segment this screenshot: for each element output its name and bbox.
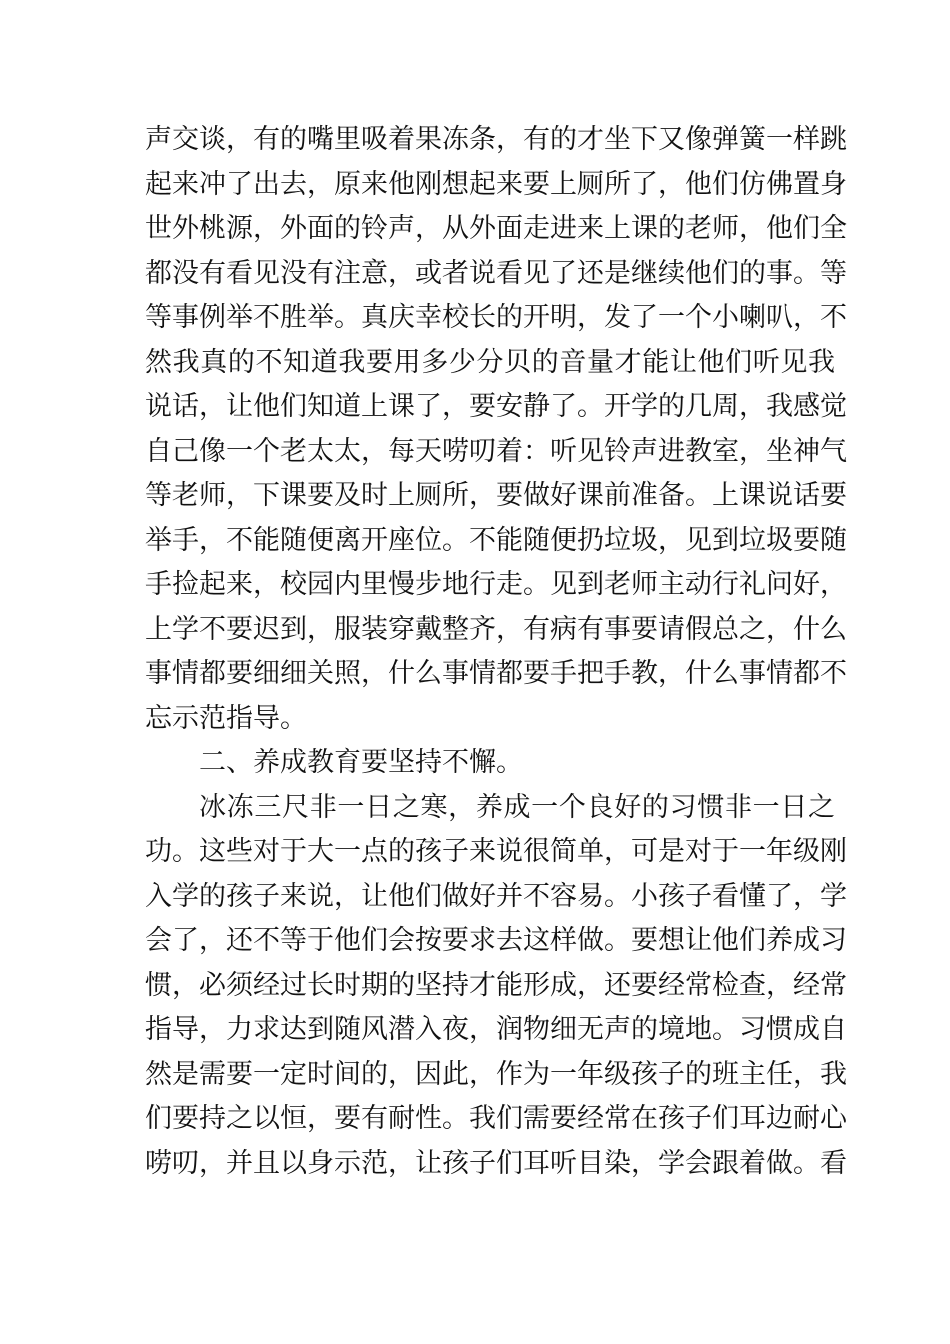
text-line: 冰冻三尺非一日之寒，养成一个良好的习惯非一日之 xyxy=(199,791,835,823)
text-line: 说话，让他们知道上课了，要安静了。开学的几周，我感觉 xyxy=(145,391,847,422)
text-line: 事情都要细细关照，什么事情都要手把手教，什么事情都不 xyxy=(145,658,847,689)
text-line: 世外桃源，外面的铃声，从外面走进来上课的老师，他们全 xyxy=(145,213,847,244)
document-body xyxy=(145,118,847,1186)
text-line: 等老师，下课要及时上厕所，要做好课前准备。上课说话要 xyxy=(145,480,847,511)
paragraph-next xyxy=(145,786,847,1187)
heading-text: 二、养成教育要坚持不懈。 xyxy=(199,747,523,778)
text-line: 起来冲了出去，原来他刚想起来要上厕所了，他们仿佛置身 xyxy=(145,168,847,200)
text-line: 会了，还不等于他们会按要求去这样做。要想让他们养成习 xyxy=(145,925,847,956)
text-line: 然是需要一定时间的，因此，作为一年级孩子的班主任，我 xyxy=(145,1058,847,1090)
text-line: 唠叨，并且以身示范，让孩子们耳听目染，学会跟着做。看 xyxy=(145,1147,847,1179)
text-line: 指导，力求达到随风潜入夜，润物细无声的境地。习惯成自 xyxy=(145,1014,847,1045)
text-line: 然我真的不知道我要用多少分贝的音量才能让他们听见我 xyxy=(145,346,835,378)
text-line: 功。这些对于大一点的孩子来说很简单，可是对于一年级刚 xyxy=(145,836,847,867)
text-line: 都没有看见没有注意，或者说看见了还是继续他们的事。等 xyxy=(145,257,847,289)
text-line: 举手，不能随便离开座位。不能随便扔垃圾，见到垃圾要随 xyxy=(145,524,847,556)
text-line: 自己像一个老太太，每天唠叨着：听见铃声进教室，坐神气 xyxy=(145,435,847,467)
text-line: 忘示范指导。 xyxy=(145,702,307,734)
paragraph-continued xyxy=(145,118,847,741)
text-line: 们要持之以恒，要有耐性。我们需要经常在孩子们耳边耐心 xyxy=(145,1103,847,1134)
text-line: 手捡起来，校园内里慢步地行走。见到老师主动行礼问好， xyxy=(145,569,847,600)
text-line: 声交谈，有的嘴里吸着果冻条，有的才坐下又像弹簧一样跳 xyxy=(145,124,847,155)
text-line: 入学的孩子来说，让他们做好并不容易。小孩子看懂了，学 xyxy=(145,880,847,912)
text-line: 上学不要迟到，服装穿戴整齐，有病有事要请假总之，什么 xyxy=(145,613,847,645)
text-line: 惯，必须经过长时期的坚持才能形成，还要经常检查，经常 xyxy=(145,969,847,1001)
section-heading xyxy=(145,741,835,786)
text-line: 等事例举不胜举。真庆幸校长的开明，发了一个小喇叭，不 xyxy=(145,302,847,333)
